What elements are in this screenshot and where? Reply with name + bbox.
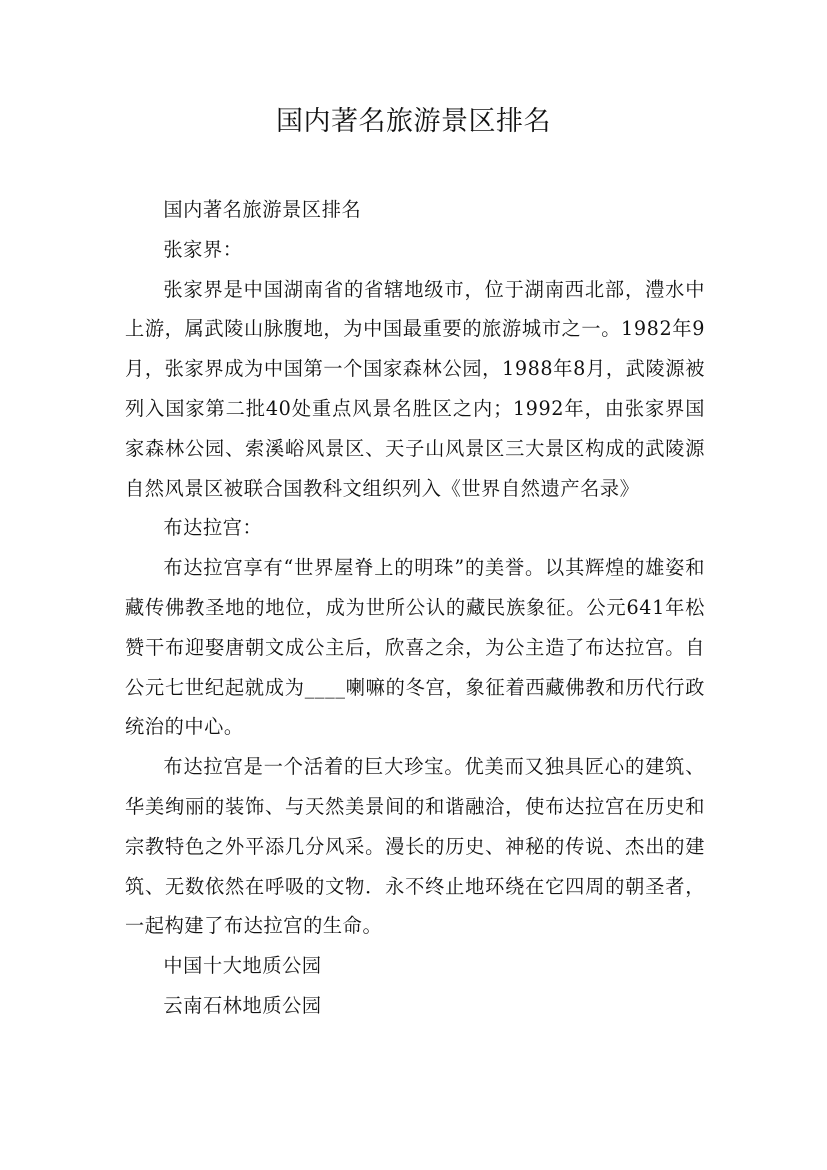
document-title: 国内著名旅游景区排名 <box>276 106 551 137</box>
paragraph-stone-forest: 云南石林地质公园 <box>163 993 322 1017</box>
paragraph-potala-body-2: 布达拉宫是一个活着的巨大珍宝。优美而又独具匠心的建筑、华美绚丽的装饰、与天然美景间的和谐融洽，使布达拉宫在历史和宗教特色之外平添几分风采。漫长的历史、神秘的传说、杰出的建筑、无数依然在呼吸的文物．永不终止地环绕在它四周的朝圣者，一起构建了布达拉宫的生命。 <box>125 755 705 938</box>
paragraph-zhangjiajie-heading: 张家界： <box>163 237 243 261</box>
paragraph-intro-heading: 国内著名旅游景区排名 <box>163 198 362 221</box>
paragraph-zhangjiajie-body: 张家界是中国湖南省的省辖地级市，位于湖南西北部，澧水中上游，属武陵山脉腹地，为中国最重要的旅游城市之一。1982年9月，张家界成为中国第一个国家森林公园，1988年8月，武陵源被列入国家第二批40处重点风景名胜区之内；1992年，由张家界国家森林公园、索溪峪风景区、天子山风景区三大景区构成的武陵源自然风景区被联合国教科文组织列入《世界自然遗产名录》 <box>125 277 705 500</box>
paragraph-potala-heading: 布达拉宫： <box>163 516 263 540</box>
paragraph-geoparks-heading: 中国十大地质公园 <box>163 954 322 978</box>
document-body <box>125 190 705 1026</box>
paragraph-potala-body-1: 布达拉宫享有“世界屋脊上的明珠”的美誉。以其辉煌的雄姿和藏传佛教圣地的地位，成为世所公认的藏民族象征。公元641年松赞干布迎娶唐朝文成公主后，欣喜之余，为公主造了布达拉宫。自公元七世纪起就成为____喇嘛的冬宫，象征着西藏佛教和历代行政统治的中心。 <box>125 556 705 739</box>
